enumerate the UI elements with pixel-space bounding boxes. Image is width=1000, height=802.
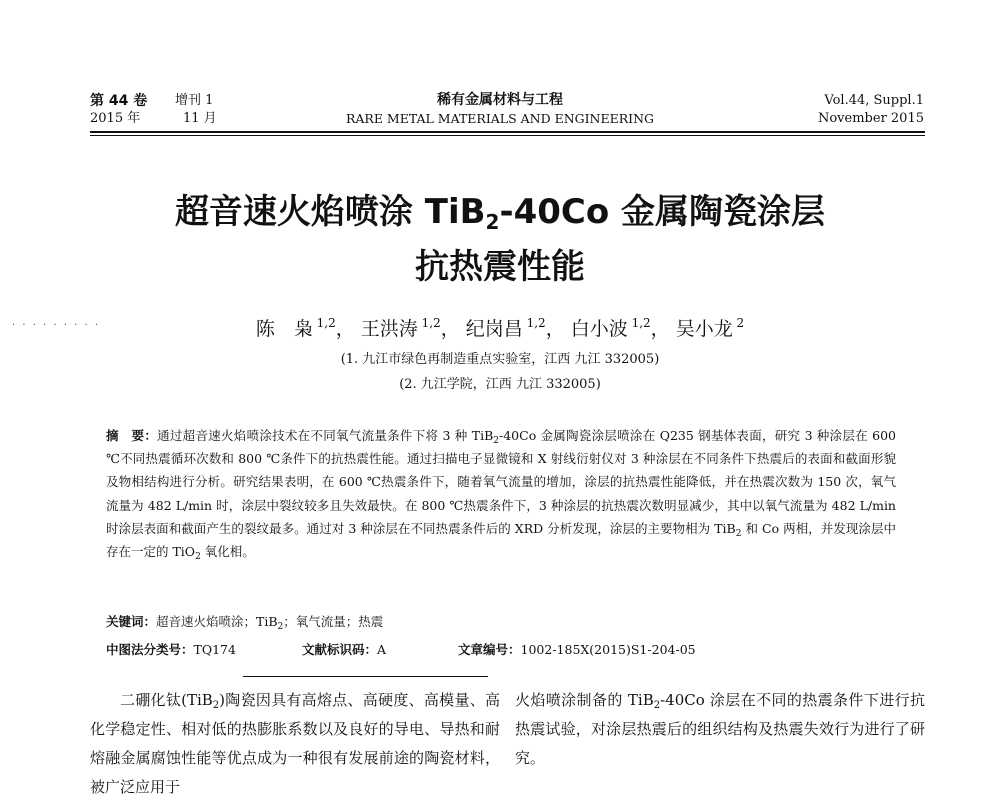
doc-value: A [377,642,387,657]
abstract-sub-3: 2 [195,552,201,563]
author-separator: ， [650,318,676,340]
keywords-label: 关键词： [106,614,157,629]
keywords-text-2: ；氧气流量；热震 [283,614,384,629]
title-text-b: -40Co 金属陶瓷涂层 [499,192,826,232]
author-name: 陈 枭 [255,318,313,340]
document-code [302,640,386,658]
author-separator: ， [335,318,361,340]
header-rule-thick [90,131,925,133]
header-month-cn: 11 月 [183,111,217,126]
author-affiliation-mark: 1,2 [417,316,441,330]
author-name: 吴小龙 [675,318,733,340]
abstract [106,424,896,563]
abstract-text-3: 和 Co 两相，并发现涂层中存在一定的 TiO [106,520,896,560]
author-name: 白小波 [570,318,628,340]
header-volume-cn: 第 44 卷 [90,93,148,109]
author-affiliation-mark: 2 [732,316,745,330]
header-year-cn: 2015 年 [90,111,141,126]
author-affiliation-mark: 1,2 [522,316,546,330]
body-right-text-2: -40Co 涂层在不同的热震条件下进行抗热震试验，对涂层热震后的组织结构及热震失效行为进行了研究。 [515,691,925,767]
abstract-label: 摘 要： [106,428,158,443]
paper-title-line-1 [0,192,1000,232]
keywords-sub: 2 [277,622,284,632]
author-separator: ， [545,318,571,340]
clc-value: TQ174 [193,642,236,657]
header-supplement-cn: 增刊 1 [175,93,214,108]
body-left-sub: 2 [212,700,220,711]
header-rule-thin [90,135,925,136]
margin-dots: · · · · · · · · · [12,320,101,331]
abstract-sub-1: 2 [493,436,499,446]
body-left-text-1: 二硼化钛(TiB [120,691,213,709]
journal-name-cn: 稀有金属材料与工程 [437,92,563,108]
header-volume-en: Vol.44, Suppl.1 [824,93,924,108]
author-separator: ， [440,318,466,340]
abstract-text-1: 通过超音速火焰喷涂技术在不同氧气流量条件下将 3 种 TiB [157,428,494,443]
section-divider [243,676,488,677]
author-name: 王洪涛 [360,318,418,340]
author-list [0,314,1000,341]
journal-name-en: RARE METAL MATERIALS AND ENGINEERING [345,111,655,126]
author-name: 纪岗昌 [465,318,523,340]
clc-number [106,640,236,658]
art-value: 1002-185X(2015)S1-204-05 [520,642,696,657]
doc-label: 文献标识码： [302,642,378,657]
clc-label: 中图法分类号： [106,642,194,657]
article-number [458,640,696,658]
body-column-left [90,686,500,802]
author-affiliation-mark: 1,2 [312,316,336,330]
body-left-text-2: )陶瓷因具有高熔点、高硬度、高模量、高化学稳定性、相对低的热膨胀系数以及良好的导电、导热和耐熔融金属腐蚀性能等优点成为一种很有发展前途的陶瓷材料，被广泛应用于 [90,691,500,796]
art-label: 文章编号： [458,642,521,657]
affiliation-2: (2. 九江学院，江西 九江 332005) [399,377,601,392]
keywords-text-1: 超音速火焰喷涂；TiB [156,614,278,629]
keywords [106,612,383,632]
abstract-text-2: -40Co 金属陶瓷涂层喷涂在 Q235 钢基体表面，研究 3 种涂层在 600 ℃不同热震循环次数和 800 ℃条件下的抗热震性能。通过扫描电子显微镜和 X 射线衍射仪对 3 种涂层在不同条件下热震后的表面和截面形貌及物相结构进行分析。研究结果表明，在 600 ℃热震条件下，随着氧气流量的增加，涂层的抗热震性能降低，并在热震次数为 150 次，氧气流量为 482 L/min 时，涂层中裂纹较多且失效最快。在 800 ℃热震条件下，3 种涂层的抗热震次数明显减少，其中以氧气流量为 482 L/min 时涂层表面和截面产生的裂纹最多。通过对 3 种涂层在不同热震条件后的 XRD 分析发现，涂层的主要物相为 TiB [106,428,896,536]
affiliation-1: (1. 九江市绿色再制造重点实验室，江西 九江 332005) [340,352,660,367]
abstract-sub-2: 2 [735,528,742,539]
title-text-a: 超音速火焰喷涂 TiB [174,192,486,232]
author-affiliation-mark: 1,2 [627,316,651,330]
header-date-en: November 2015 [817,111,924,126]
body-right-text-1: 火焰喷涂制备的 TiB [515,691,654,709]
body-right-sub: 2 [653,700,661,711]
title-subscript: 2 [485,210,500,234]
abstract-text-4: 氧化相。 [200,544,255,560]
body-column-right [515,686,925,773]
paper-title-line-2: 抗热震性能 [415,247,585,287]
